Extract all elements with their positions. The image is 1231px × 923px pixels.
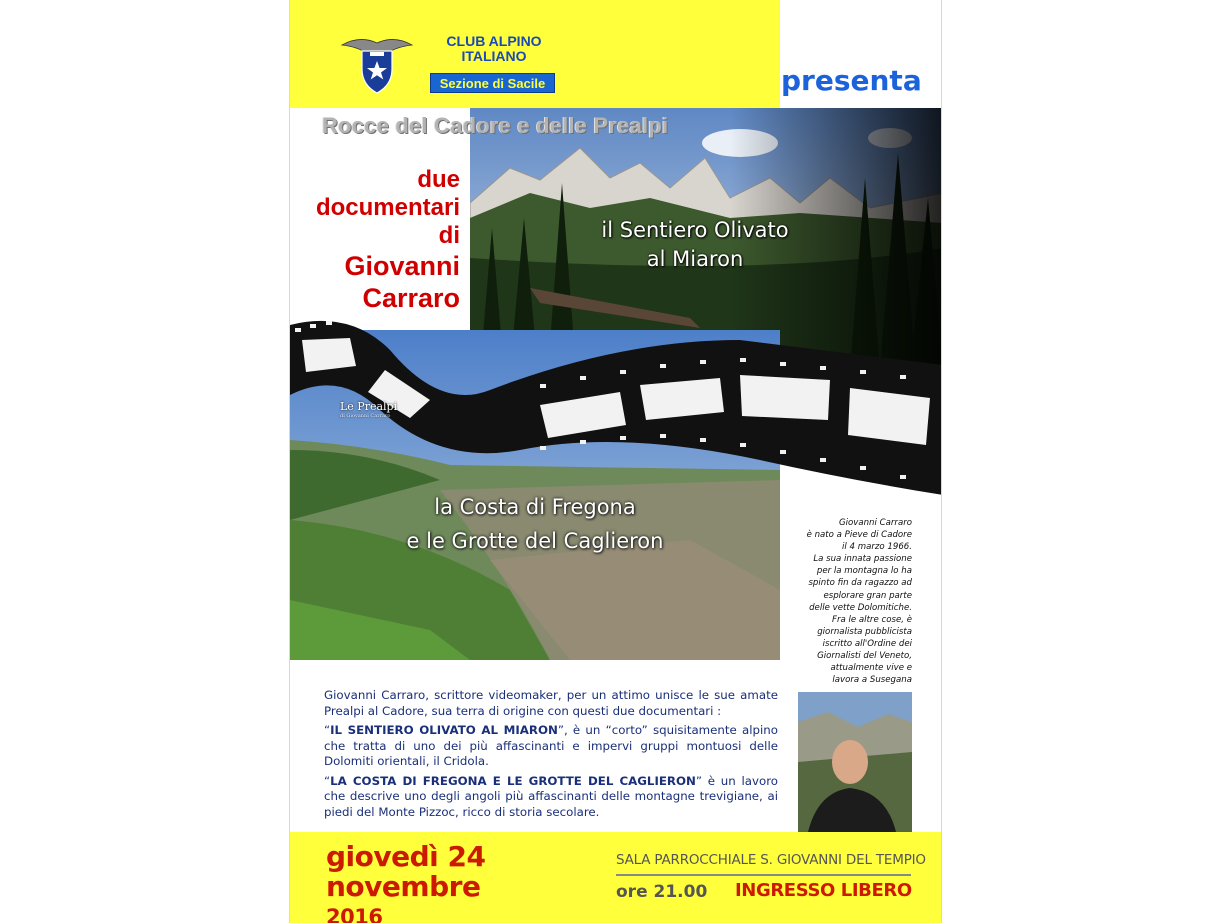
- sezione-label: Sezione di Sacile: [430, 73, 555, 93]
- film1-title-line2: al Miaron: [646, 247, 744, 271]
- cai-eagle-star-emblem-icon: [340, 33, 414, 95]
- bio-line: delle vette Dolomitiche.: [809, 602, 912, 613]
- description: [324, 688, 778, 824]
- documentari-intro: [290, 166, 460, 314]
- description-film1-text: ”, è un “corto” squisitamente alpino che tratta di uno dei più affascinanti e impervi gruppi montuosi delle Dolomiti orientali, il Cridola.: [324, 723, 778, 768]
- description-film2-title: LA COSTA DI FREGONA E LE GROTTE DEL CAGLIERON: [330, 773, 696, 788]
- author-first-name: Giovanni: [344, 251, 460, 281]
- event-entry: INGRESSO LIBERO: [735, 880, 912, 901]
- footer-divider: [616, 874, 911, 876]
- event-month: novembre: [326, 870, 481, 903]
- event-month-year: [326, 872, 485, 923]
- presenta-heading: presenta: [781, 64, 922, 97]
- bio-line: attualmente vive e: [830, 663, 912, 674]
- film2-title-line1: la Costa di Fregona: [434, 495, 636, 519]
- series-title: Rocce del Cadore e delle Prealpi: [322, 113, 669, 138]
- description-film2-text: ” è un lavoro che descrive uno degli angoli più affascinanti delle montagne trevigiane, ai piedi del Monte Pizzoc, ricco di storia secolare.: [324, 773, 779, 819]
- quote-open-1: “: [324, 723, 331, 737]
- film2-title: [385, 490, 685, 558]
- bio-line: spinto fin da ragazzo ad: [808, 578, 912, 589]
- description-film1: [324, 723, 778, 770]
- prealpi-logo: [340, 400, 397, 419]
- event-venue: SALA PARROCCHIALE S. GIOVANNI DEL TEMPIO: [616, 852, 926, 868]
- bio-line: per la montagna lo ha: [816, 566, 912, 577]
- author-bio: [790, 517, 912, 686]
- club-name-line2: ITALIANO: [461, 48, 527, 64]
- club-name-line1: CLUB ALPINO: [446, 33, 542, 49]
- bio-line: il 4 marzo 1966.: [842, 542, 912, 553]
- bio-line: Giornalisti del Veneto,: [817, 651, 912, 662]
- quote-open-2: “: [324, 773, 331, 788]
- bio-line: giornalista pubblicista: [817, 626, 912, 637]
- film1-title: [550, 216, 840, 274]
- description-intro: Giovanni Carraro, scrittore videomaker, per un attimo unisce le sue amate Prealpi al Cadore, sua terra di origine con questi due documentari :: [324, 688, 778, 718]
- bio-line: Giovanni Carraro: [838, 518, 912, 528]
- event-time: ore 21.00: [616, 882, 708, 902]
- description-film1-title: IL SENTIERO OLIVATO AL MIARON: [330, 723, 558, 737]
- bio-line: è nato a Pieve di Cadore: [806, 530, 912, 541]
- description-film2: [324, 774, 778, 821]
- event-day: giovedì 24: [326, 840, 486, 873]
- bio-line: La sua innata passione: [813, 554, 912, 565]
- film2-title-line2: e le Grotte del Caglieron: [406, 529, 664, 553]
- event-date: [326, 842, 485, 923]
- prealpi-logo-sub: di Giovanni Carraro: [340, 413, 391, 419]
- intro-line-2: documentari: [315, 194, 460, 221]
- event-year: 2016: [326, 905, 383, 923]
- bio-line: lavora a Susegana: [832, 675, 912, 686]
- bio-line: Fra le altre cose, è: [832, 614, 912, 625]
- prealpi-logo-text: Le Prealpi: [340, 400, 398, 413]
- intro-line-1: due: [417, 166, 460, 193]
- intro-line-3: di: [438, 222, 460, 249]
- bio-line: iscritto all'Ordine dei: [822, 638, 912, 649]
- author-last-name: Carraro: [362, 283, 460, 313]
- club-name: [430, 34, 558, 64]
- poster-page: [289, 0, 942, 923]
- author-portrait: [798, 692, 912, 832]
- bio-line: esplorare gran parte: [823, 590, 912, 601]
- film1-title-line1: il Sentiero Olivato: [601, 218, 789, 242]
